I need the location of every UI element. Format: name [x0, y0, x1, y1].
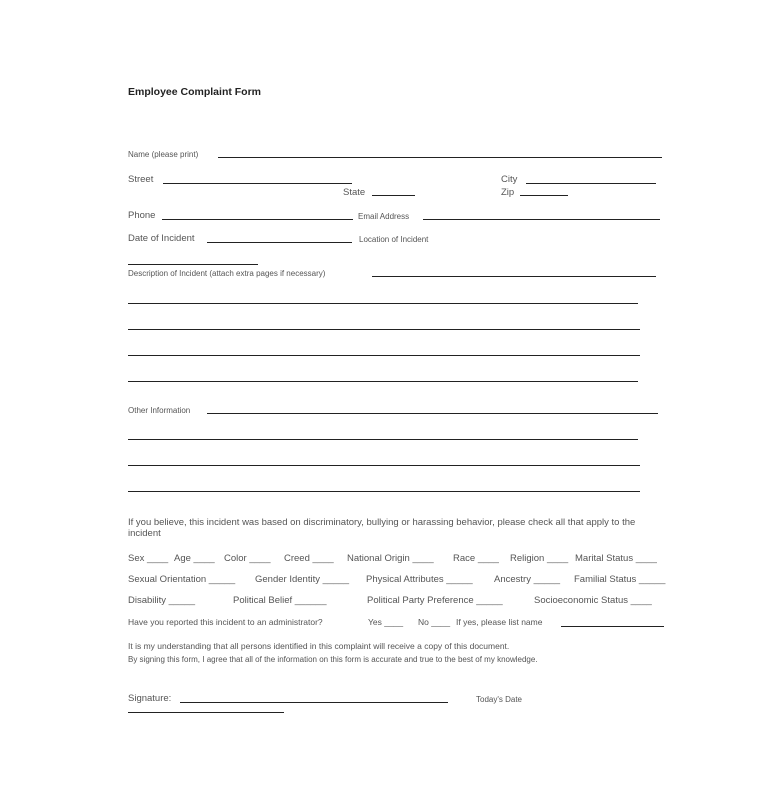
other-information-line[interactable] — [128, 439, 638, 440]
location-of-incident-field[interactable] — [128, 264, 258, 265]
religion-option[interactable]: Religion ____ — [510, 553, 569, 564]
description-line[interactable] — [128, 303, 638, 304]
description-line[interactable] — [128, 381, 638, 382]
political-party-preference-option[interactable]: Political Party Preference _____ — [367, 595, 503, 606]
gender-identity-option[interactable]: Gender Identity _____ — [255, 574, 350, 585]
other-information-line[interactable] — [128, 491, 640, 492]
date-of-incident-field[interactable] — [207, 242, 352, 243]
description-field[interactable] — [372, 276, 656, 277]
administrator-name-field[interactable] — [561, 626, 664, 627]
state-field[interactable] — [372, 195, 415, 196]
national-origin-option[interactable]: National Origin ____ — [347, 553, 434, 564]
street-label: Street — [128, 174, 154, 185]
if-yes-label: If yes, please list name — [456, 617, 543, 627]
sex-option[interactable]: Sex ____ — [128, 553, 169, 564]
description-line[interactable] — [128, 329, 640, 330]
other-information-label: Other Information — [128, 406, 191, 415]
agreement-statement: By signing this form, I agree that all of the information on this form is accurate and true to the best of my knowledge. — [128, 655, 538, 664]
reported-question: Have you reported this incident to an administrator? — [128, 617, 323, 627]
signature-field[interactable] — [180, 702, 448, 703]
reported-no-option[interactable]: No ____ — [418, 617, 451, 627]
zip-field[interactable] — [520, 195, 568, 196]
socioeconomic-status-option[interactable]: Socioeconomic Status ____ — [534, 595, 652, 606]
name-label: Name (please print) — [128, 150, 199, 159]
phone-field[interactable] — [162, 219, 353, 220]
location-of-incident-label: Location of Incident — [359, 235, 429, 244]
marital-status-option[interactable]: Marital Status ____ — [575, 553, 657, 564]
date-of-incident-label: Date of Incident — [128, 233, 195, 244]
state-label: State — [343, 187, 366, 198]
race-option[interactable]: Race ____ — [453, 553, 499, 564]
name-field[interactable] — [218, 157, 662, 158]
email-label: Email Address — [358, 212, 410, 221]
physical-attributes-option[interactable]: Physical Attributes _____ — [366, 574, 473, 585]
description-line[interactable] — [128, 355, 640, 356]
city-field[interactable] — [526, 183, 656, 184]
age-option[interactable]: Age ____ — [174, 553, 215, 564]
understanding-statement: It is my understanding that all persons identified in this complaint will receive a copy of this document. — [128, 641, 510, 651]
description-label: Description of Incident (attach extra pages if necessary) — [128, 269, 326, 278]
city-label: City — [501, 174, 518, 185]
street-field[interactable] — [163, 183, 352, 184]
phone-label: Phone — [128, 210, 156, 221]
creed-option[interactable]: Creed ____ — [284, 553, 334, 564]
ancestry-option[interactable]: Ancestry _____ — [494, 574, 561, 585]
other-information-line[interactable] — [128, 465, 640, 466]
signature-label: Signature: — [128, 693, 172, 704]
email-field[interactable] — [423, 219, 660, 220]
disability-option[interactable]: Disability _____ — [128, 595, 196, 606]
political-belief-option[interactable]: Political Belief ______ — [233, 595, 327, 606]
form-title: Employee Complaint Form — [128, 86, 262, 98]
sexual-orientation-option[interactable]: Sexual Orientation _____ — [128, 574, 236, 585]
todays-date-label: Today's Date — [476, 695, 522, 704]
zip-label: Zip — [501, 187, 515, 198]
other-information-field[interactable] — [207, 413, 658, 414]
discrimination-prompt: If you believe, this incident was based on discriminatory, bullying or harassing behavior, please check all that apply to the incident — [128, 517, 636, 539]
todays-date-field[interactable] — [128, 712, 284, 713]
familial-status-option[interactable]: Familial Status _____ — [574, 574, 666, 585]
color-option[interactable]: Color ____ — [224, 553, 271, 564]
reported-yes-option[interactable]: Yes ____ — [368, 617, 404, 627]
